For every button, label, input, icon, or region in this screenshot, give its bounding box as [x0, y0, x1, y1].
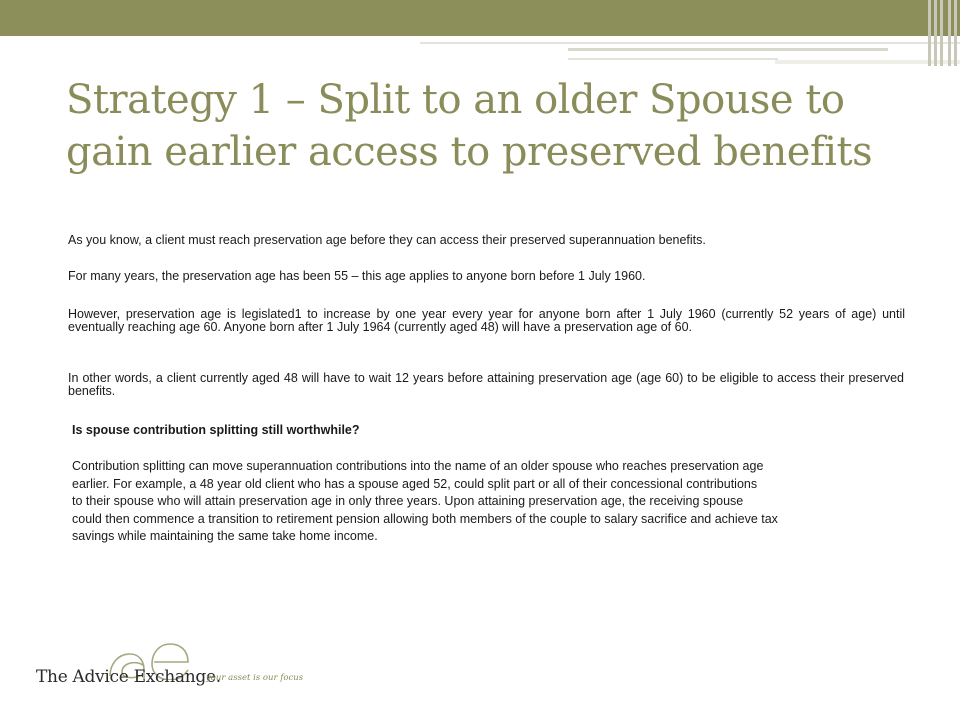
case-study-line: Contribution splitting can move superannuation contributions into the name of an older spouse who reaches preservation age	[72, 459, 764, 473]
decor-line	[420, 42, 960, 44]
paragraph: For many years, the preservation age has been 55 – this age applies to anyone born before 1 July 1960.	[68, 269, 646, 283]
title-line: gain earlier access to preserved benefits	[66, 129, 873, 175]
case-study-line: earlier. For example, a 48 year old client who has a spouse aged 52, could split part or all of their concessional contributions	[72, 476, 758, 491]
case-study-line: to their spouse who will attain preservation age in only three years. Upon attaining preservation age, the receiving spouse	[72, 494, 744, 508]
top-band	[0, 0, 960, 36]
case-study-line: could then commence a transition to retirement pension allowing both members of the couple to salary sacrifice and achieve tax	[72, 511, 778, 526]
subheading: Is spouse contribution splitting still worthwhile?	[72, 423, 360, 437]
case-study	[72, 458, 902, 546]
decor-line	[568, 48, 888, 51]
decor-stripes	[926, 0, 960, 66]
logo-name: The Advice Exchange.	[36, 667, 221, 687]
paragraph: However, preservation age is legislated1 to increase by one year every year for anyone born after 1 July 1960 (currently 52 years of age) until eventually reaching age 60. Anyone born after 1 July 1964 (currently aged 48) will have a preservation age of 60.	[68, 307, 905, 334]
paragraph: In other words, a client currently aged 48 will have to wait 12 years before attaining preservation age (age 60) to be eligible to access their preserved benefits.	[68, 371, 904, 398]
title-line: Strategy 1 – Split to an older Spouse to	[66, 77, 845, 123]
decor-line	[568, 58, 778, 60]
logo-tagline: your asset is our focus	[206, 673, 304, 683]
case-study-line: savings while maintaining the same take home income.	[72, 529, 378, 543]
slide-title	[66, 74, 916, 178]
paragraph: As you know, a client must reach preservation age before they can access their preserved superannuation benefits.	[68, 233, 706, 247]
